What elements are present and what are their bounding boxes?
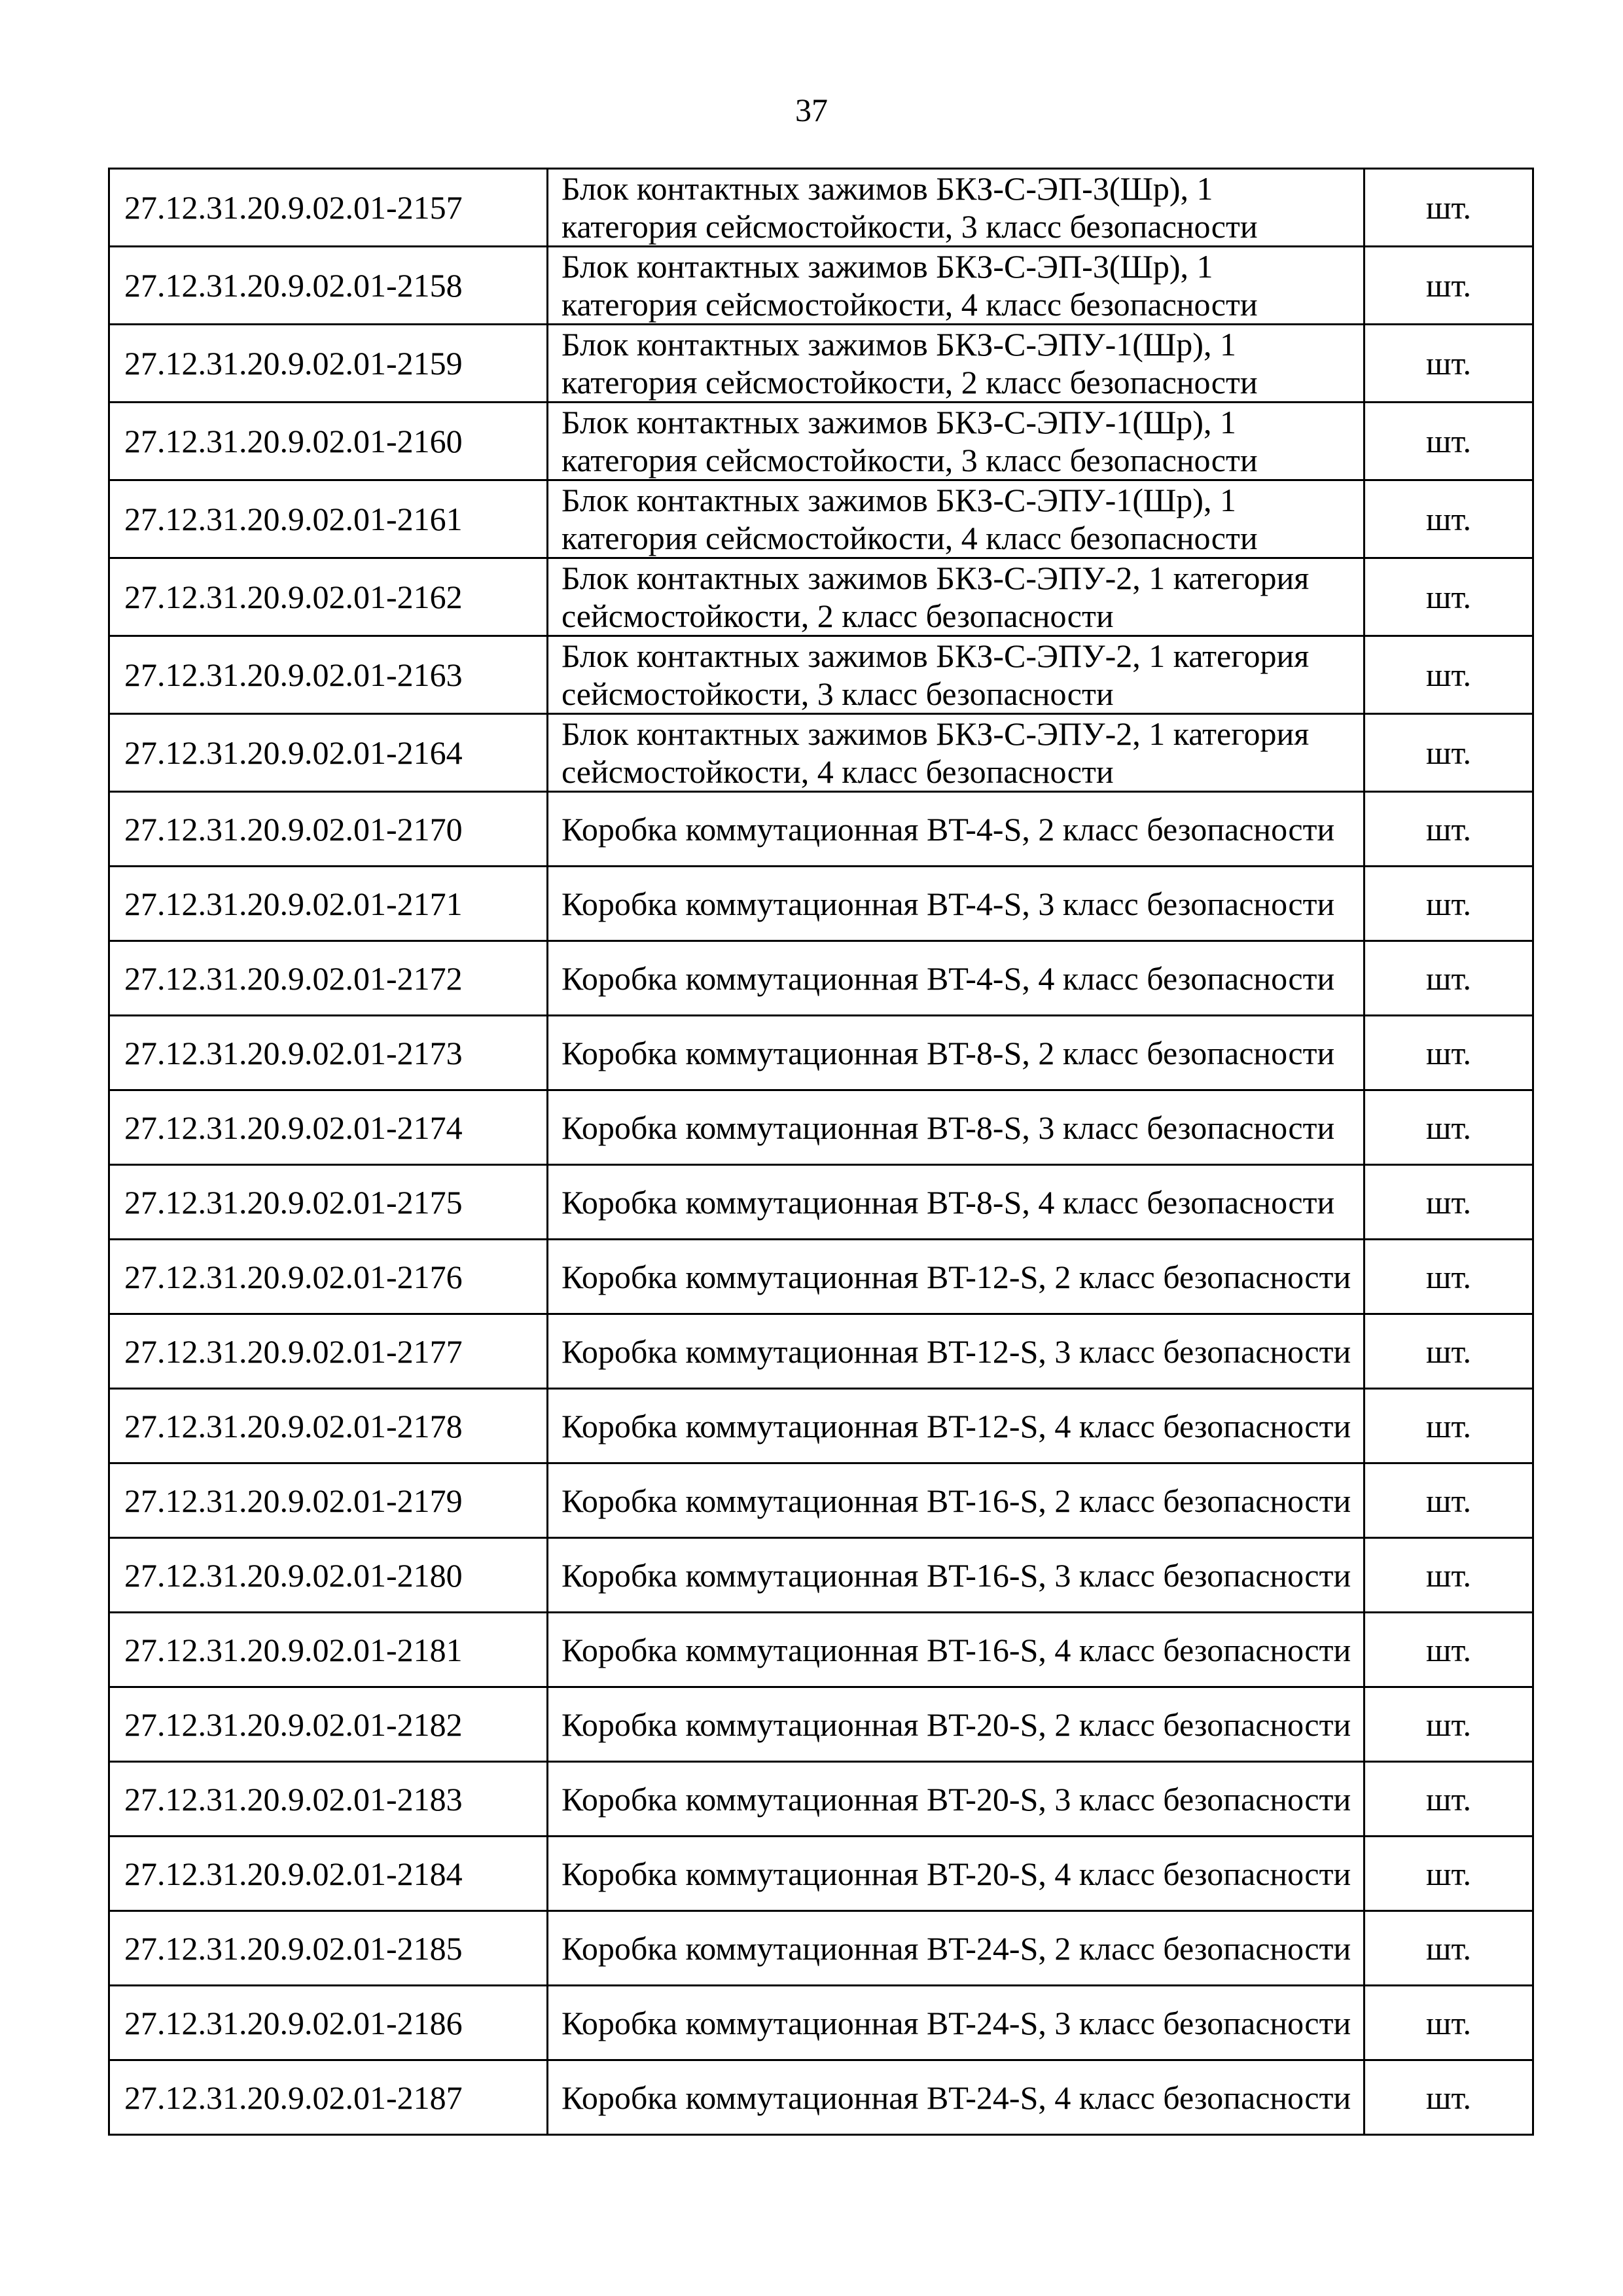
cell-code: 27.12.31.20.9.02.01-2157 (109, 169, 548, 247)
cell-description: Коробка коммутационная BT-8-S, 4 класс безопасности (548, 1165, 1364, 1240)
cell-code: 27.12.31.20.9.02.01-2174 (109, 1090, 548, 1165)
cell-unit: шт. (1364, 1911, 1533, 1986)
cell-code: 27.12.31.20.9.02.01-2181 (109, 1613, 548, 1687)
cell-description: Коробка коммутационная BT-16-S, 2 класс безопасности (548, 1463, 1364, 1538)
cell-unit: шт. (1364, 1687, 1533, 1762)
cell-description: Блок контактных зажимов БКЗ-С-ЭПУ-2, 1 категория сейсмостойкости, 3 класс безопасности (548, 636, 1364, 714)
cell-description: Коробка коммутационная BT-4-S, 2 класс безопасности (548, 792, 1364, 867)
table-row (109, 1463, 1533, 1538)
cell-description: Коробка коммутационная BT-20-S, 2 класс безопасности (548, 1687, 1364, 1762)
cell-description: Коробка коммутационная BT-4-S, 3 класс безопасности (548, 867, 1364, 941)
cell-unit: шт. (1364, 558, 1533, 636)
cell-code: 27.12.31.20.9.02.01-2183 (109, 1762, 548, 1837)
table-row (109, 403, 1533, 480)
cell-unit: шт. (1364, 1762, 1533, 1837)
table-row (109, 1762, 1533, 1837)
cell-code: 27.12.31.20.9.02.01-2176 (109, 1240, 548, 1314)
table-row (109, 169, 1533, 247)
cell-code: 27.12.31.20.9.02.01-2161 (109, 480, 548, 558)
registry-table (108, 168, 1534, 2136)
cell-code: 27.12.31.20.9.02.01-2179 (109, 1463, 548, 1538)
table-row (109, 792, 1533, 867)
cell-description: Коробка коммутационная BT-24-S, 2 класс безопасности (548, 1911, 1364, 1986)
table-row (109, 1538, 1533, 1613)
cell-unit: шт. (1364, 941, 1533, 1016)
cell-unit: шт. (1364, 1016, 1533, 1090)
cell-code: 27.12.31.20.9.02.01-2180 (109, 1538, 548, 1613)
cell-description: Коробка коммутационная BT-24-S, 4 класс безопасности (548, 2060, 1364, 2135)
cell-description: Блок контактных зажимов БКЗ-С-ЭПУ-2, 1 категория сейсмостойкости, 2 класс безопасности (548, 558, 1364, 636)
cell-unit: шт. (1364, 867, 1533, 941)
table-row (109, 636, 1533, 714)
cell-description: Коробка коммутационная BT-16-S, 3 класс безопасности (548, 1538, 1364, 1613)
cell-code: 27.12.31.20.9.02.01-2187 (109, 2060, 548, 2135)
table-row (109, 1090, 1533, 1165)
cell-unit: шт. (1364, 169, 1533, 247)
cell-unit: шт. (1364, 792, 1533, 867)
cell-unit: шт. (1364, 1463, 1533, 1538)
cell-code: 27.12.31.20.9.02.01-2159 (109, 325, 548, 403)
cell-unit: шт. (1364, 1389, 1533, 1463)
cell-code: 27.12.31.20.9.02.01-2175 (109, 1165, 548, 1240)
table-row (109, 1240, 1533, 1314)
table-row (109, 1986, 1533, 2060)
cell-description: Коробка коммутационная BT-12-S, 2 класс безопасности (548, 1240, 1364, 1314)
table-row (109, 558, 1533, 636)
cell-code: 27.12.31.20.9.02.01-2160 (109, 403, 548, 480)
cell-unit: шт. (1364, 2060, 1533, 2135)
registry-table-body (109, 169, 1533, 2135)
cell-description: Коробка коммутационная BT-8-S, 2 класс безопасности (548, 1016, 1364, 1090)
cell-description: Коробка коммутационная BT-12-S, 3 класс безопасности (548, 1314, 1364, 1389)
cell-unit: шт. (1364, 247, 1533, 325)
cell-code: 27.12.31.20.9.02.01-2170 (109, 792, 548, 867)
table-row (109, 714, 1533, 792)
table-row (109, 1687, 1533, 1762)
cell-code: 27.12.31.20.9.02.01-2172 (109, 941, 548, 1016)
cell-unit: шт. (1364, 325, 1533, 403)
cell-description: Блок контактных зажимов БКЗ-С-ЭПУ-2, 1 категория сейсмостойкости, 4 класс безопасности (548, 714, 1364, 792)
cell-unit: шт. (1364, 1314, 1533, 1389)
table-row (109, 480, 1533, 558)
cell-description: Блок контактных зажимов БКЗ-С-ЭПУ-1(Шр), 1 категория сейсмостойкости, 2 класс безопасности (548, 325, 1364, 403)
cell-code: 27.12.31.20.9.02.01-2178 (109, 1389, 548, 1463)
cell-unit: шт. (1364, 1090, 1533, 1165)
cell-description: Коробка коммутационная BT-16-S, 4 класс безопасности (548, 1613, 1364, 1687)
cell-description: Блок контактных зажимов БКЗ-С-ЭП-3(Шр), 1 категория сейсмостойкости, 3 класс безопасности (548, 169, 1364, 247)
table-row (109, 1165, 1533, 1240)
cell-code: 27.12.31.20.9.02.01-2173 (109, 1016, 548, 1090)
cell-description: Коробка коммутационная BT-12-S, 4 класс безопасности (548, 1389, 1364, 1463)
page-number: 37 (795, 92, 828, 128)
cell-code: 27.12.31.20.9.02.01-2177 (109, 1314, 548, 1389)
cell-code: 27.12.31.20.9.02.01-2163 (109, 636, 548, 714)
cell-description: Блок контактных зажимов БКЗ-С-ЭПУ-1(Шр), 1 категория сейсмостойкости, 3 класс безопасности (548, 403, 1364, 480)
cell-code: 27.12.31.20.9.02.01-2182 (109, 1687, 548, 1762)
table-row (109, 941, 1533, 1016)
cell-code: 27.12.31.20.9.02.01-2185 (109, 1911, 548, 1986)
cell-unit: шт. (1364, 1613, 1533, 1687)
cell-unit: шт. (1364, 1837, 1533, 1911)
cell-code: 27.12.31.20.9.02.01-2158 (109, 247, 548, 325)
table-row (109, 2060, 1533, 2135)
cell-unit: шт. (1364, 480, 1533, 558)
cell-code: 27.12.31.20.9.02.01-2171 (109, 867, 548, 941)
table-row (109, 1314, 1533, 1389)
cell-unit: шт. (1364, 1538, 1533, 1613)
cell-unit: шт. (1364, 403, 1533, 480)
table-row (109, 1016, 1533, 1090)
cell-code: 27.12.31.20.9.02.01-2184 (109, 1837, 548, 1911)
cell-unit: шт. (1364, 636, 1533, 714)
cell-unit: шт. (1364, 1240, 1533, 1314)
cell-code: 27.12.31.20.9.02.01-2186 (109, 1986, 548, 2060)
cell-description: Коробка коммутационная BT-20-S, 4 класс безопасности (548, 1837, 1364, 1911)
cell-description: Коробка коммутационная BT-24-S, 3 класс безопасности (548, 1986, 1364, 2060)
cell-unit: шт. (1364, 1986, 1533, 2060)
cell-description: Блок контактных зажимов БКЗ-С-ЭПУ-1(Шр), 1 категория сейсмостойкости, 4 класс безопасности (548, 480, 1364, 558)
cell-unit: шт. (1364, 1165, 1533, 1240)
table-row (109, 1613, 1533, 1687)
table-row (109, 247, 1533, 325)
cell-code: 27.12.31.20.9.02.01-2162 (109, 558, 548, 636)
table-row (109, 867, 1533, 941)
table-row (109, 1911, 1533, 1986)
cell-description: Коробка коммутационная BT-4-S, 4 класс безопасности (548, 941, 1364, 1016)
table-row (109, 1837, 1533, 1911)
cell-description: Коробка коммутационная BT-20-S, 3 класс безопасности (548, 1762, 1364, 1837)
table-row (109, 325, 1533, 403)
cell-description: Коробка коммутационная BT-8-S, 3 класс безопасности (548, 1090, 1364, 1165)
cell-unit: шт. (1364, 714, 1533, 792)
cell-code: 27.12.31.20.9.02.01-2164 (109, 714, 548, 792)
cell-description: Блок контактных зажимов БКЗ-С-ЭП-3(Шр), 1 категория сейсмостойкости, 4 класс безопасности (548, 247, 1364, 325)
table-row (109, 1389, 1533, 1463)
